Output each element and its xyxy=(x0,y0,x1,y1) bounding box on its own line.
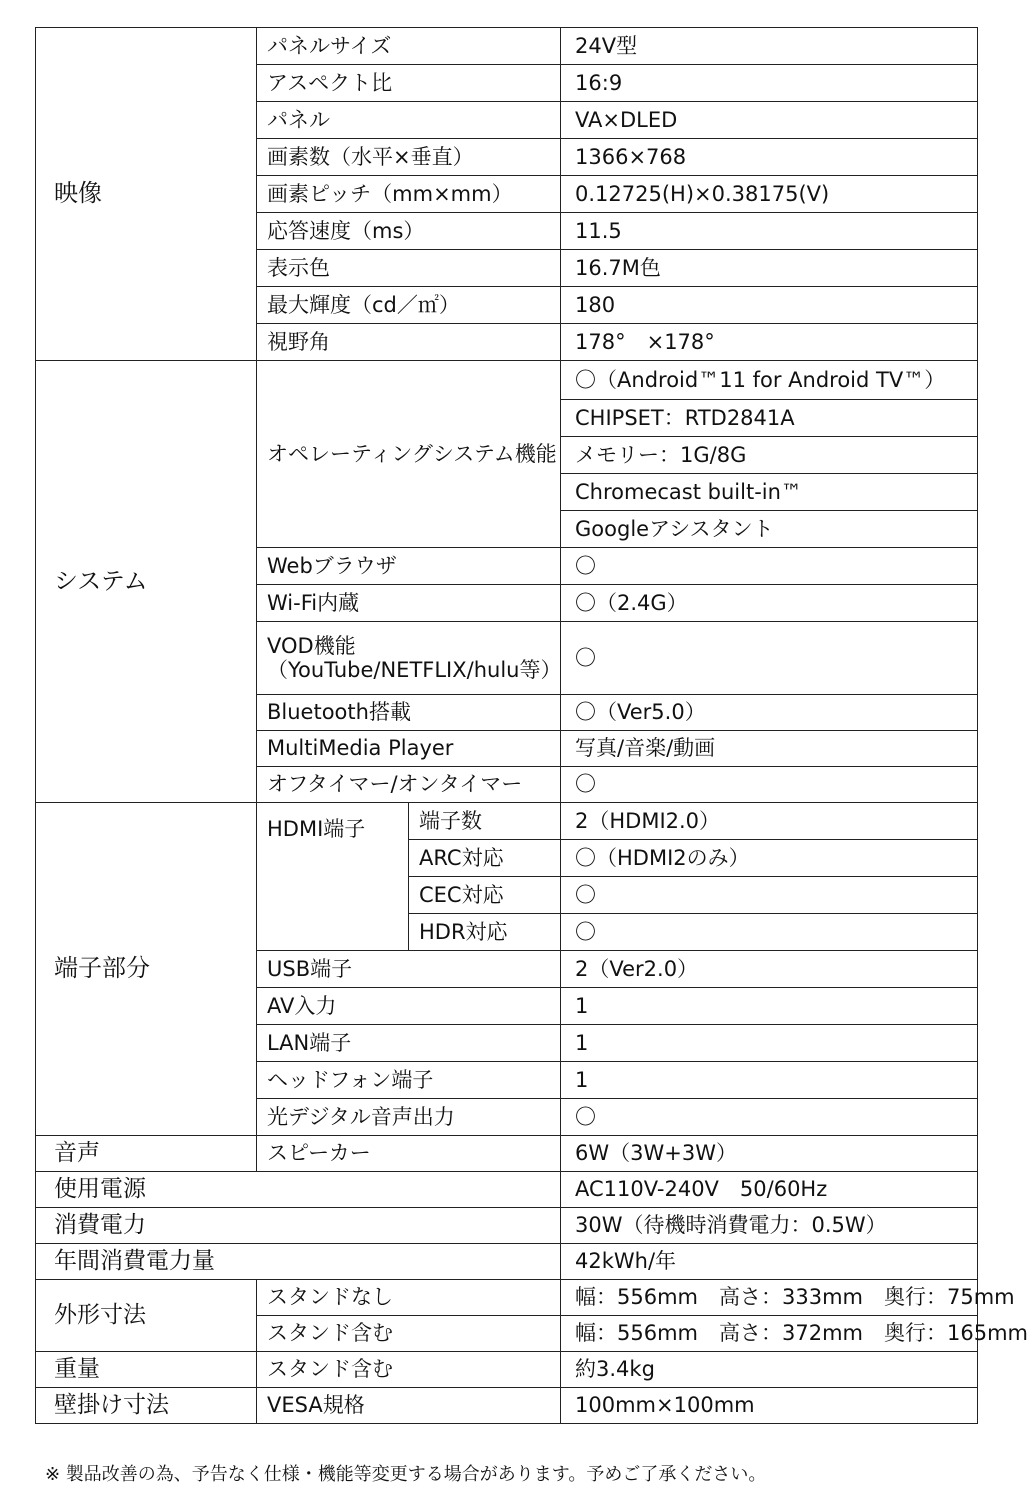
spec-label: Wi-Fi内蔵 xyxy=(257,585,561,622)
spec-label: 画素ピッチ（mm×mm） xyxy=(257,176,561,213)
spec-value: 1366×768 xyxy=(561,139,978,176)
spec-value: 1 xyxy=(561,988,978,1025)
table-row xyxy=(36,1280,978,1316)
spec-value: 2（Ver2.0） xyxy=(561,951,978,988)
spec-label-hdmi: HDMI端子 xyxy=(257,803,409,951)
category-audio: 音声 xyxy=(36,1136,257,1172)
spec-label: オフタイマー/オンタイマー xyxy=(257,767,561,803)
spec-label: USB端子 xyxy=(257,951,561,988)
spec-label: LAN端子 xyxy=(257,1025,561,1062)
spec-value: 16.7M色 xyxy=(561,250,978,287)
spec-value: メモリー：1G/8G xyxy=(561,437,978,474)
spec-label: AV入力 xyxy=(257,988,561,1025)
spec-sublabel: ARC対応 xyxy=(409,840,561,877)
spec-sublabel: CEC対応 xyxy=(409,877,561,914)
spec-value: 1 xyxy=(561,1062,978,1099)
spec-label: スタンド含む xyxy=(257,1316,561,1352)
table-row xyxy=(36,803,978,840)
table-row xyxy=(36,1388,978,1424)
spec-label: Bluetooth搭載 xyxy=(257,695,561,731)
table-row xyxy=(36,1172,978,1208)
category-weight: 重量 xyxy=(36,1352,257,1388)
spec-value: 2（HDMI2.0） xyxy=(561,803,978,840)
spec-value: 幅：556mm 高さ：372mm 奥行：165mm xyxy=(561,1316,978,1352)
table-row xyxy=(36,1136,978,1172)
spec-label-power-supply: 使用電源 xyxy=(36,1172,561,1208)
spec-label: 応答速度（ms） xyxy=(257,213,561,250)
table-row xyxy=(36,28,978,65)
spec-label-power-consumption: 消費電力 xyxy=(36,1208,561,1244)
spec-label-annual-power: 年間消費電力量 xyxy=(36,1244,561,1280)
table-row xyxy=(36,1208,978,1244)
spec-label: パネル xyxy=(257,102,561,139)
spec-label-os: オペレーティングシステム機能 xyxy=(257,361,561,548)
table-row xyxy=(36,1352,978,1388)
category-wall-mount: 壁掛け寸法 xyxy=(36,1388,257,1424)
spec-value: 6W（3W+3W） xyxy=(561,1136,978,1172)
spec-value: 〇（Ver5.0） xyxy=(561,695,978,731)
spec-sublabel: 端子数 xyxy=(409,803,561,840)
spec-value: 11.5 xyxy=(561,213,978,250)
spec-label: アスペクト比 xyxy=(257,65,561,102)
vod-label: VOD機能 xyxy=(267,633,356,658)
spec-value: 16:9 xyxy=(561,65,978,102)
spec-label: スタンド含む xyxy=(257,1352,561,1388)
spec-label-vod xyxy=(257,622,561,695)
category-video: 映像 xyxy=(36,28,257,361)
vod-label-services: （YouTube/NETFLIX/hulu等） xyxy=(267,658,562,682)
spec-value: CHIPSET：RTD2841A xyxy=(561,400,978,437)
spec-value: 〇 xyxy=(561,767,978,803)
spec-value: 〇 xyxy=(561,1099,978,1136)
spec-value: 42kWh/年 xyxy=(561,1244,978,1280)
spec-label: スピーカー xyxy=(257,1136,561,1172)
spec-value: Googleアシスタント xyxy=(561,511,978,548)
spec-value: 180 xyxy=(561,287,978,324)
spec-value: 約3.4kg xyxy=(561,1352,978,1388)
spec-value: 1 xyxy=(561,1025,978,1062)
spec-label: 表示色 xyxy=(257,250,561,287)
spec-value: 幅：556mm 高さ：333mm 奥行：75mm xyxy=(561,1280,978,1316)
spec-label: パネルサイズ xyxy=(257,28,561,65)
spec-value: 100mm×100mm xyxy=(561,1388,978,1424)
spec-sublabel: HDR対応 xyxy=(409,914,561,951)
spec-label: ヘッドフォン端子 xyxy=(257,1062,561,1099)
spec-value: 〇 xyxy=(561,877,978,914)
spec-value: Chromecast built-in™ xyxy=(561,474,978,511)
spec-value: 0.12725(H)×0.38175(V) xyxy=(561,176,978,213)
table-row xyxy=(36,1244,978,1280)
spec-value: AC110V-240V 50/60Hz xyxy=(561,1172,978,1208)
footnote: ※ 製品改善の為、予告なく仕様・機能等変更する場合があります。予めご了承ください。 xyxy=(45,1464,767,1485)
spec-label: 視野角 xyxy=(257,324,561,361)
spec-label: Webブラウザ xyxy=(257,548,561,585)
spec-value: 〇 xyxy=(561,914,978,951)
spec-label: VESA規格 xyxy=(257,1388,561,1424)
spec-value: 〇（2.4G） xyxy=(561,585,978,622)
spec-label: MultiMedia Player xyxy=(257,731,561,767)
spec-table xyxy=(35,27,1028,1424)
spec-value: 〇（HDMI2のみ） xyxy=(561,840,978,877)
table-row xyxy=(36,361,978,400)
spec-value: 〇 xyxy=(561,622,978,695)
spec-value: 〇 xyxy=(561,548,978,585)
spec-value: 写真/音楽/動画 xyxy=(561,731,978,767)
category-system: システム xyxy=(36,361,257,803)
spec-value: 178° ×178° xyxy=(561,324,978,361)
category-terminals: 端子部分 xyxy=(36,803,257,1136)
spec-value: 〇（Android™11 for Android TV™） xyxy=(561,361,978,400)
spec-label: 画素数（水平×垂直） xyxy=(257,139,561,176)
spec-value: VA×DLED xyxy=(561,102,978,139)
spec-label: 光デジタル音声出力 xyxy=(257,1099,561,1136)
spec-label: スタンドなし xyxy=(257,1280,561,1316)
spec-label: 最大輝度（cd／㎡） xyxy=(257,287,561,324)
spec-value: 24V型 xyxy=(561,28,978,65)
spec-value: 30W（待機時消費電力：0.5W） xyxy=(561,1208,978,1244)
category-dimensions: 外形寸法 xyxy=(36,1280,257,1352)
